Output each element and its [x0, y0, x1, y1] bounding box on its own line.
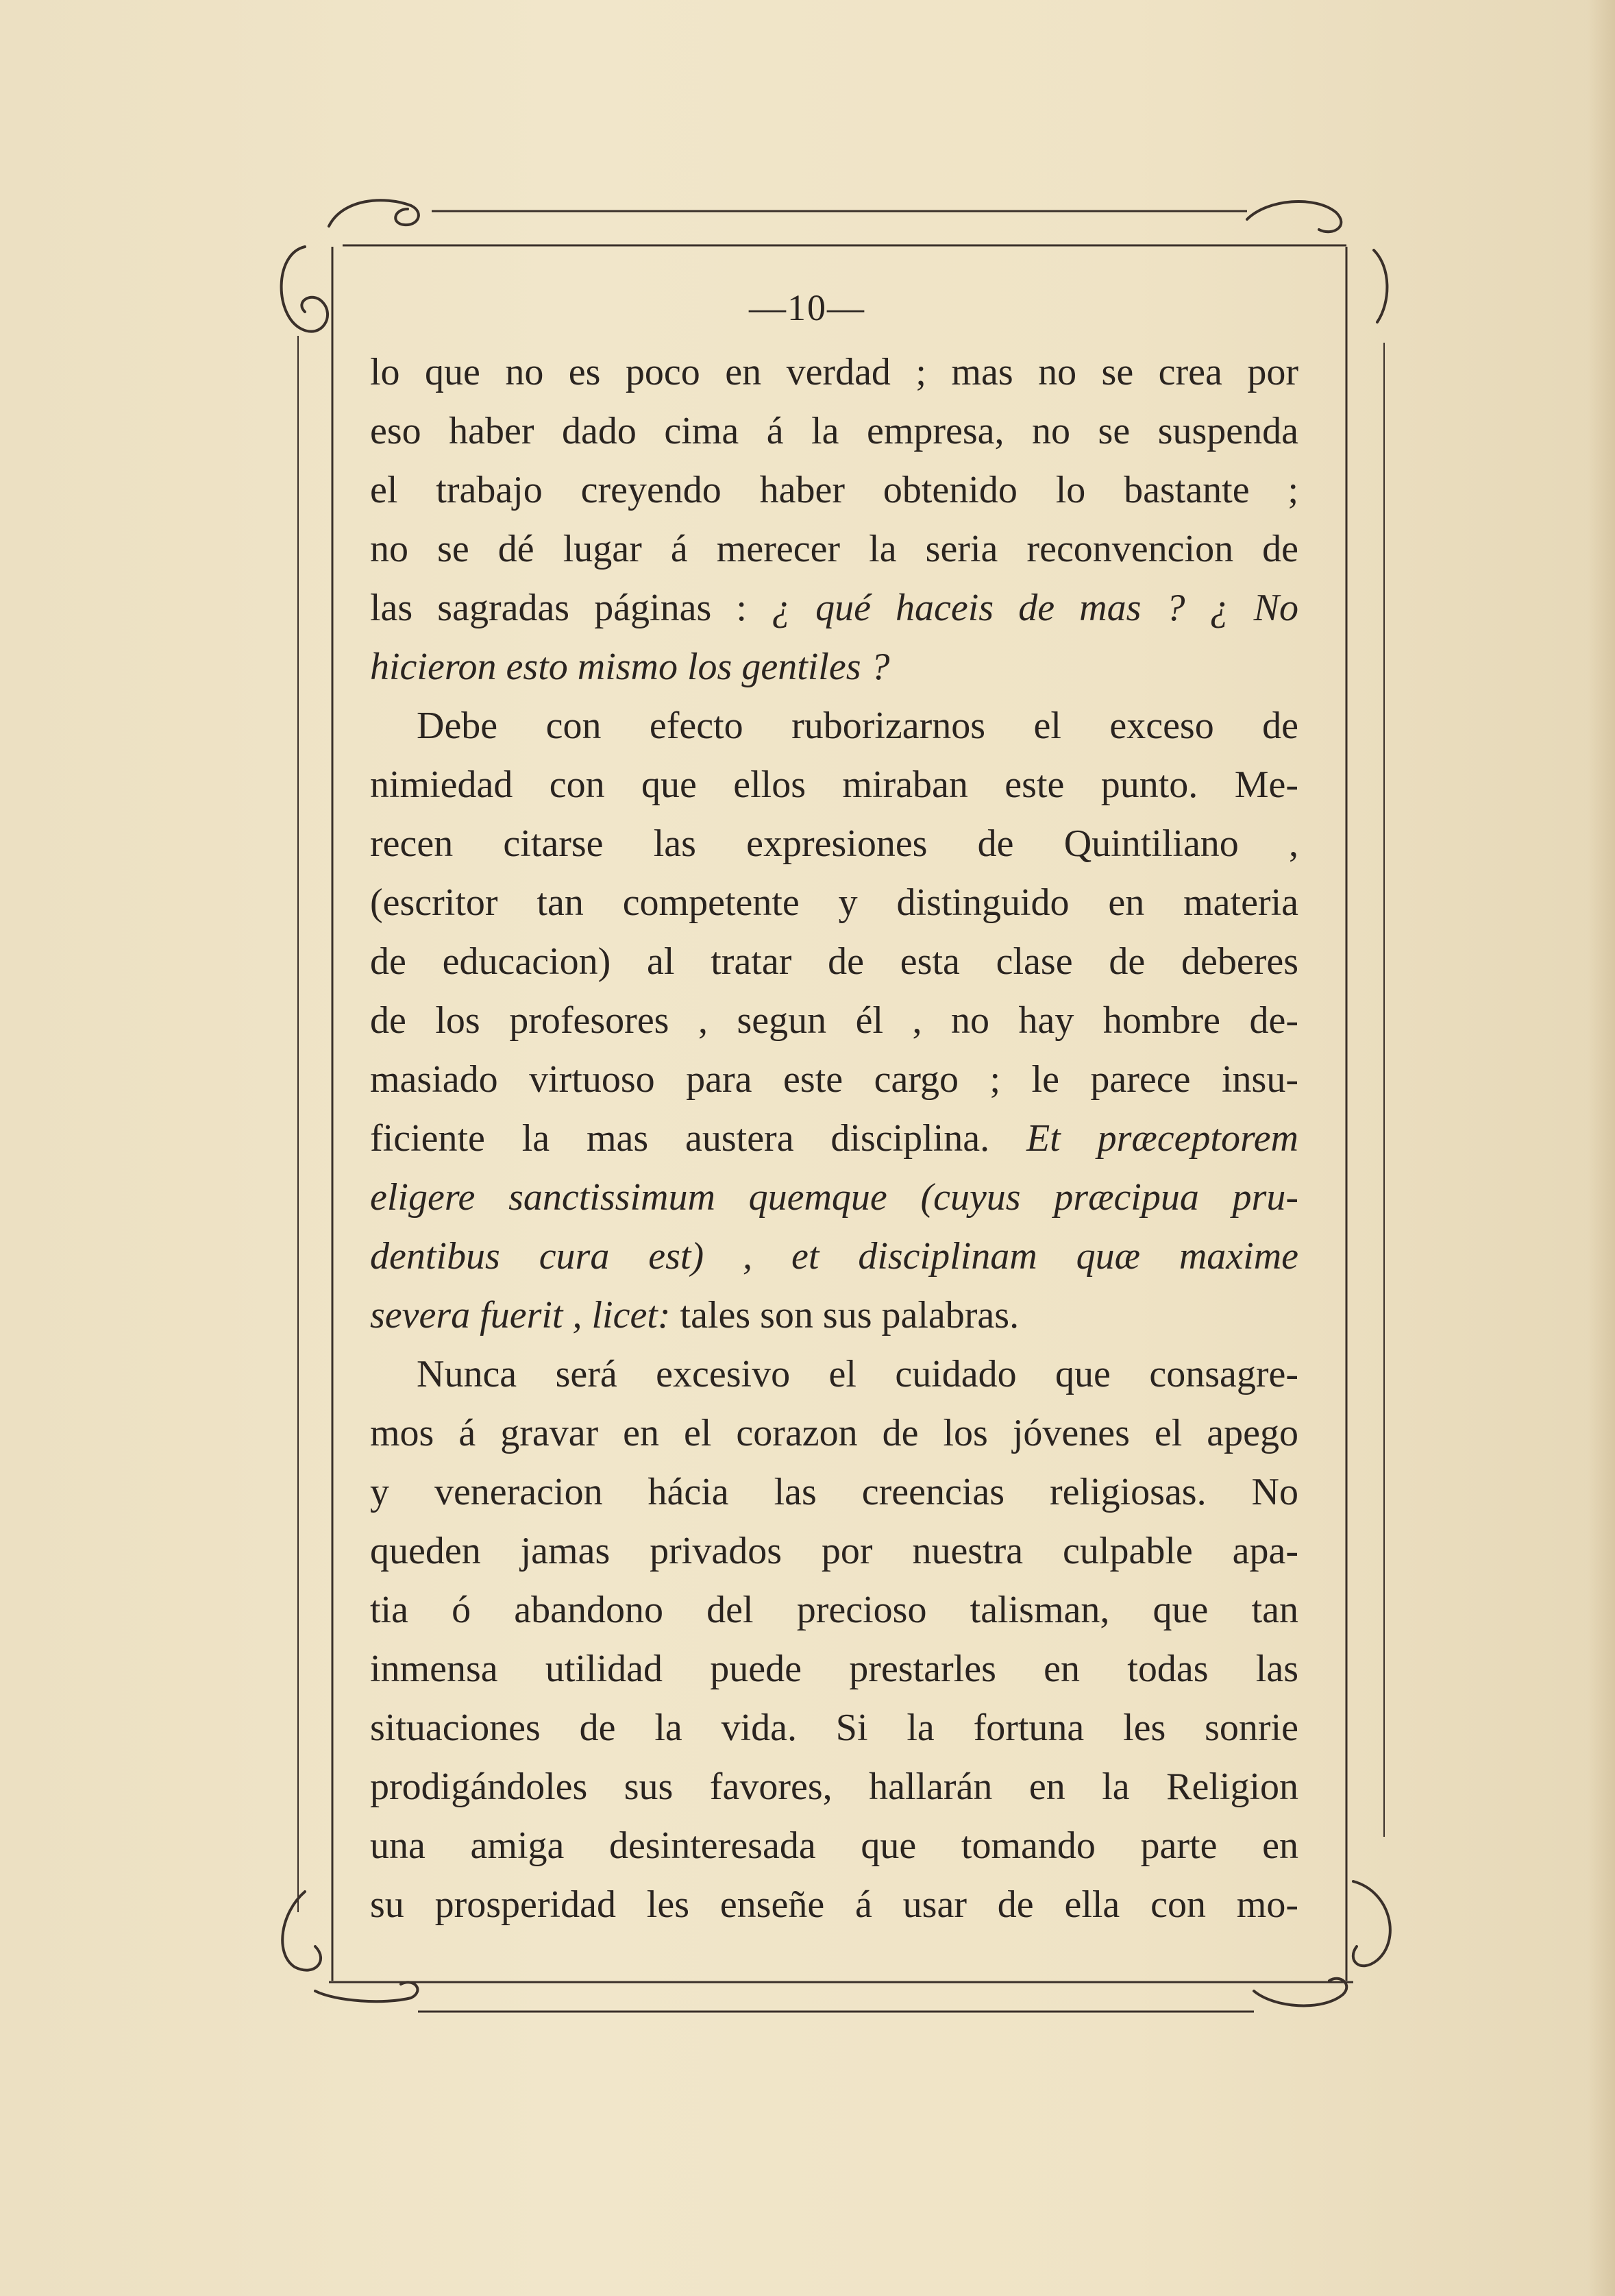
text-line: Debe con efecto ruborizarnos el exceso de [417, 705, 1298, 747]
text-span: las sagradas páginas : [370, 587, 747, 629]
text-line: prodigándoles sus favores, hallarán en la Religion [370, 1766, 1298, 1808]
italic-span: severa fuerit , licet: [370, 1294, 671, 1336]
body-text [370, 343, 1298, 1934]
page-number: —10— [749, 287, 865, 328]
ornament-bottom-left [282, 1892, 321, 1970]
italic-span: ¿ qué haceis de mas ? ¿ No [772, 587, 1298, 629]
text-line: no se dé lugar á merecer la seria reconvencion de [370, 528, 1298, 570]
text-line-mixed [370, 1109, 1298, 1168]
text-line: dentibus cura est) , et disciplinam quæ maxime [370, 1235, 1298, 1278]
text-line-mixed [370, 578, 1298, 637]
text-line: Nunca será excesivo el cuidado que consagre- [417, 1353, 1298, 1395]
ornament-top-right [1247, 201, 1341, 232]
text-span: tales son sus palabras. [680, 1294, 1020, 1336]
ornament-top-left [329, 200, 419, 226]
text-line: tia ó abandono del precioso talisman, que tan [370, 1589, 1298, 1631]
text-line: recen citarse las expresiones de Quintiliano , [370, 822, 1298, 865]
text-line: una amiga desinteresada que tomando parte en [370, 1824, 1298, 1867]
text-line: eligere sanctissimum quemque (cuyus præcipua pru- [370, 1176, 1298, 1219]
text-span: ficiente la mas austera disciplina. [370, 1117, 990, 1160]
text-line: inmensa utilidad puede prestarles en todas las [370, 1648, 1298, 1690]
text-line: mos á gravar en el corazon de los jóvenes el apego [370, 1412, 1298, 1454]
text-line: el trabajo creyendo haber obtenido lo bastante ; [370, 469, 1298, 511]
text-line: de los profesores , segun él , no hay hombre de- [370, 999, 1298, 1042]
text-line: y veneracion hácia las creencias religiosas. No [370, 1471, 1298, 1513]
text-line-mixed [370, 1286, 1298, 1345]
text-line: (escritor tan competente y distinguido en materia [370, 881, 1298, 924]
text-line: queden jamas privados por nuestra culpable apa- [370, 1530, 1298, 1572]
text-line: situaciones de la vida. Si la fortuna les sonrie [370, 1707, 1298, 1749]
text-line: hicieron esto mismo los gentiles ? [370, 646, 890, 688]
text-line: eso haber dado cima á la empresa, no se suspenda [370, 410, 1298, 452]
text-line: nimiedad con que ellos miraban este punto. Me- [370, 764, 1298, 806]
text-line: masiado virtuoso para este cargo ; le parece insu- [370, 1058, 1298, 1101]
italic-span: Et præceptorem [1026, 1117, 1298, 1160]
text-line: su prosperidad les enseñe á usar de ella con mo- [370, 1883, 1298, 1926]
text-line: lo que no es poco en verdad ; mas no se crea por [370, 351, 1298, 393]
text-line: de educacion) al tratar de esta clase de deberes [370, 940, 1298, 983]
ornament-bottom-right [1353, 1881, 1390, 1966]
